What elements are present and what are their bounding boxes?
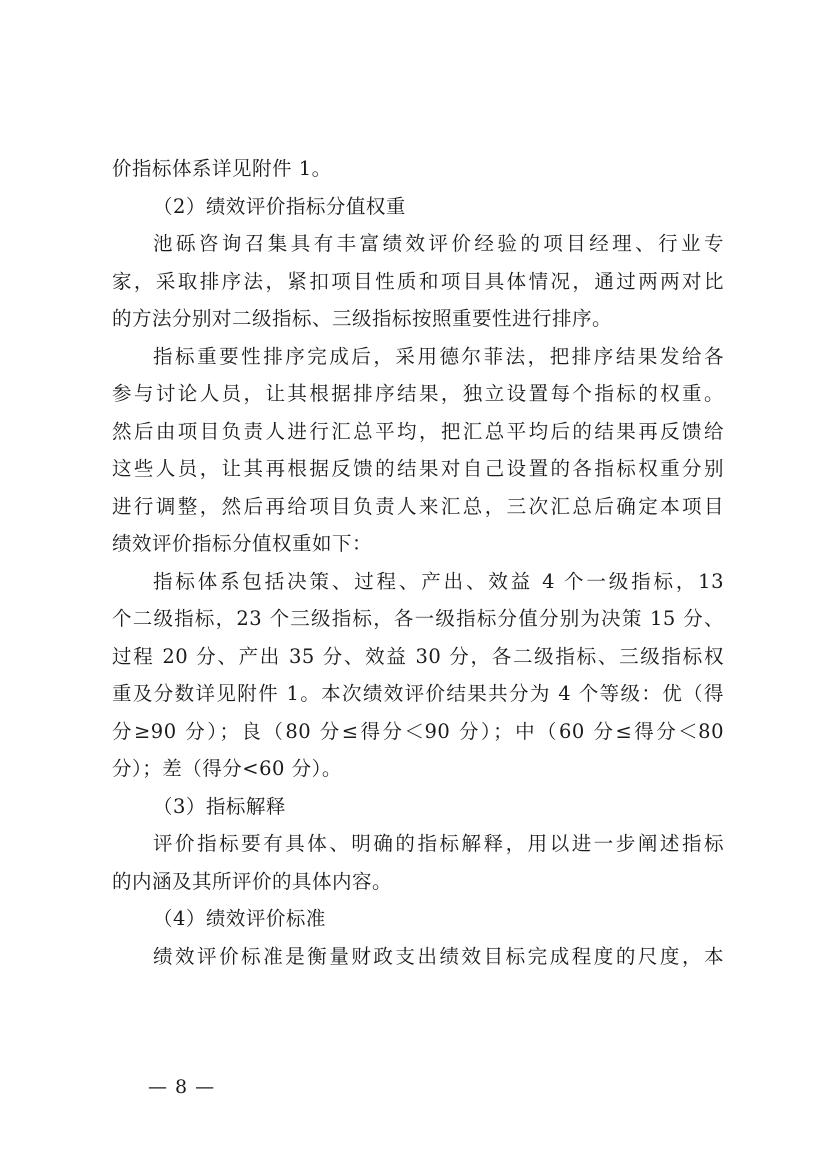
paragraph-line: 家，采取排序法，紧扣项目性质和项目具体情况，通过两两对比 xyxy=(112,269,724,293)
section-heading: （2）绩效评价指标分值权重 xyxy=(153,194,406,218)
paragraph-line: 过程 20 分、产出 35 分、效益 30 分，各二级指标、三级指标权 xyxy=(112,644,724,668)
paragraph-line: 分）；差（得分<60 分）。 xyxy=(112,757,342,780)
paragraph-line: 指标体系包括决策、过程、产出、效益 4 个一级指标，13 xyxy=(153,569,724,593)
paragraph-line: 评价指标要有具体、明确的指标解释，用以进一步阐述指标 xyxy=(153,832,724,855)
section-heading: （3）指标解释 xyxy=(153,794,286,818)
paragraph-line: 的方法分别对二级指标、三级指标按照重要性进行排序。 xyxy=(112,307,613,330)
section-heading: （4）绩效评价标准 xyxy=(153,907,326,930)
paragraph-line: 的内涵及其所评价的具体内容。 xyxy=(112,869,393,893)
paragraph-line: 参与讨论人员，让其根据排序结果，独立设置每个指标的权重。 xyxy=(112,382,724,405)
paragraph-line: 这些人员，让其再根据反馈的结果对自己设置的各指标权重分别 xyxy=(112,457,724,480)
paragraph-line: 绩效评价指标分值权重如下： xyxy=(112,532,373,555)
page-number: — 8 — xyxy=(148,1076,216,1098)
paragraph-line: 然后由项目负责人进行汇总平均，把汇总平均后的结果再反馈给 xyxy=(112,419,724,443)
paragraph-line: 重及分数详见附件 1。本次绩效评价结果共分为 4 个等级：优（得 xyxy=(112,682,724,705)
paragraph-line: 价指标体系详见附件 1。 xyxy=(112,157,332,180)
paragraph-line: 个二级指标，23 个三级指标，各一级指标分值分别为决策 15 分、 xyxy=(112,607,724,630)
paragraph-line: 分≥90 分）；良（80 分≤得分＜90 分）；中（60 分≤得分＜80 xyxy=(112,719,724,743)
paragraph-line: 绩效评价标准是衡量财政支出绩效目标完成程度的尺度，本 xyxy=(153,944,724,968)
paragraph-line: 池砾咨询召集具有丰富绩效评价经验的项目经理、行业专 xyxy=(153,232,724,255)
paragraph-line: 指标重要性排序完成后，采用德尔菲法，把排序结果发给各 xyxy=(153,344,724,368)
body-text xyxy=(112,150,724,975)
paragraph-line: 进行调整，然后再给项目负责人来汇总，三次汇总后确定本项目 xyxy=(112,494,724,518)
